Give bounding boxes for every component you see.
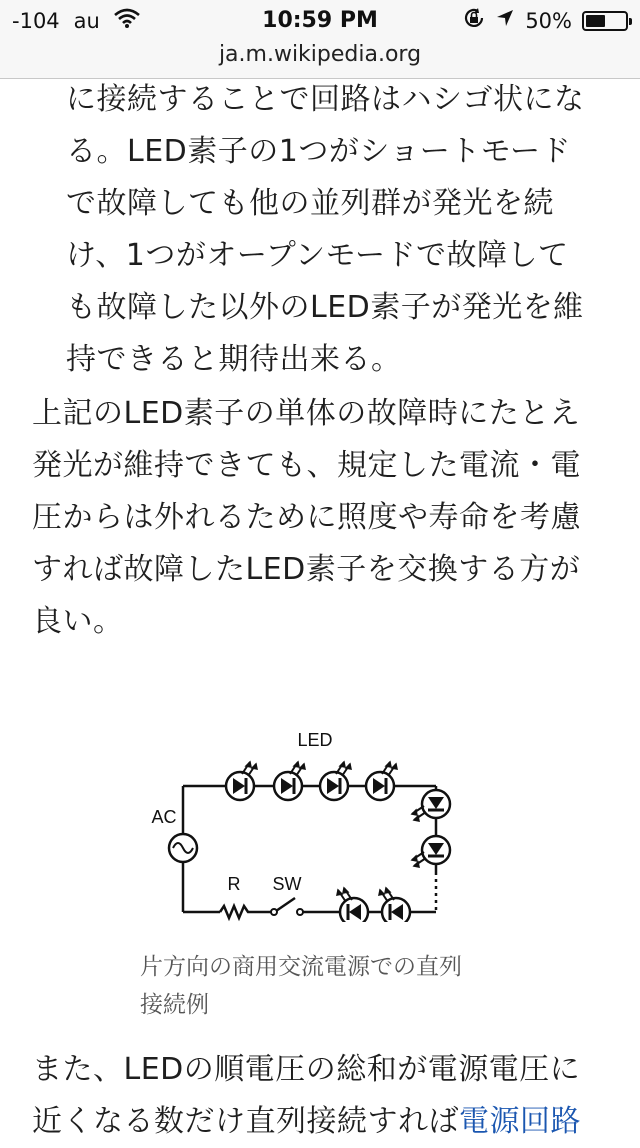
resistor-label: R xyxy=(227,874,241,894)
location-arrow-icon xyxy=(495,8,515,33)
led-icon xyxy=(337,888,368,922)
power-circuit-link[interactable]: 電源回路 xyxy=(459,1104,581,1139)
circuit-diagram[interactable] xyxy=(140,722,460,922)
text-line: で故障しても他の並列群が発光を続 xyxy=(66,186,554,221)
url-domain[interactable]: ja.m.wikipedia.org xyxy=(218,42,422,67)
led-icon xyxy=(412,790,450,821)
indented-paragraph xyxy=(66,74,626,386)
resistor-icon xyxy=(220,906,250,918)
text-line: また、LEDの順電圧の総和が電源電圧に xyxy=(32,1052,581,1087)
caption-line: 片方向の商用交流電源での直列 xyxy=(140,954,462,980)
led-icon xyxy=(226,762,257,800)
led-label: LED xyxy=(297,730,333,750)
led-icon xyxy=(366,762,397,800)
url-bar[interactable] xyxy=(0,40,640,79)
text-line: も故障した以外のLED素子が発光を維 xyxy=(66,290,584,325)
battery-icon xyxy=(582,11,628,31)
led-icon xyxy=(274,762,305,800)
circuit-svg xyxy=(140,722,460,922)
text-line: 良い。 xyxy=(32,604,124,639)
text-line: 持できると期待出来る。 xyxy=(66,342,402,377)
paragraph xyxy=(32,388,622,648)
text-line: 発光が維持できても、規定した電流・電 xyxy=(32,448,581,483)
status-bar xyxy=(0,0,640,40)
figure-caption xyxy=(140,948,520,1024)
text-line xyxy=(32,1096,632,1148)
switch-label: SW xyxy=(272,874,302,894)
text-line: 上記のLED素子の単体の故障時にたとえ xyxy=(32,396,581,431)
carrier-name: au xyxy=(73,8,100,33)
battery-percent: 50% xyxy=(525,8,572,33)
text-line: る。LED素子の1つがショートモード xyxy=(66,134,572,169)
text-segment: 近くなる数だけ直列接続すれば xyxy=(32,1104,459,1139)
text-line: 圧からは外れるために照度や寿命を考慮 xyxy=(32,500,581,535)
battery-level xyxy=(586,15,605,27)
caption-line: 接続例 xyxy=(140,992,209,1018)
text-line: すれば故障したLED素子を交換する方が xyxy=(32,552,581,587)
switch-icon xyxy=(276,898,295,911)
rotation-lock-icon xyxy=(463,7,485,34)
text-line: に接続することで回路はハシゴ状にな xyxy=(66,82,585,117)
led-icon xyxy=(412,836,450,867)
ac-label: AC xyxy=(151,807,177,827)
led-icon xyxy=(320,762,351,800)
paragraph xyxy=(32,1044,632,1148)
text-line: け、1つがオープンモードで故障して xyxy=(66,238,569,273)
signal-strength: -104 xyxy=(12,8,60,33)
clock: 10:59 PM xyxy=(262,8,378,33)
led-icon xyxy=(379,888,410,922)
